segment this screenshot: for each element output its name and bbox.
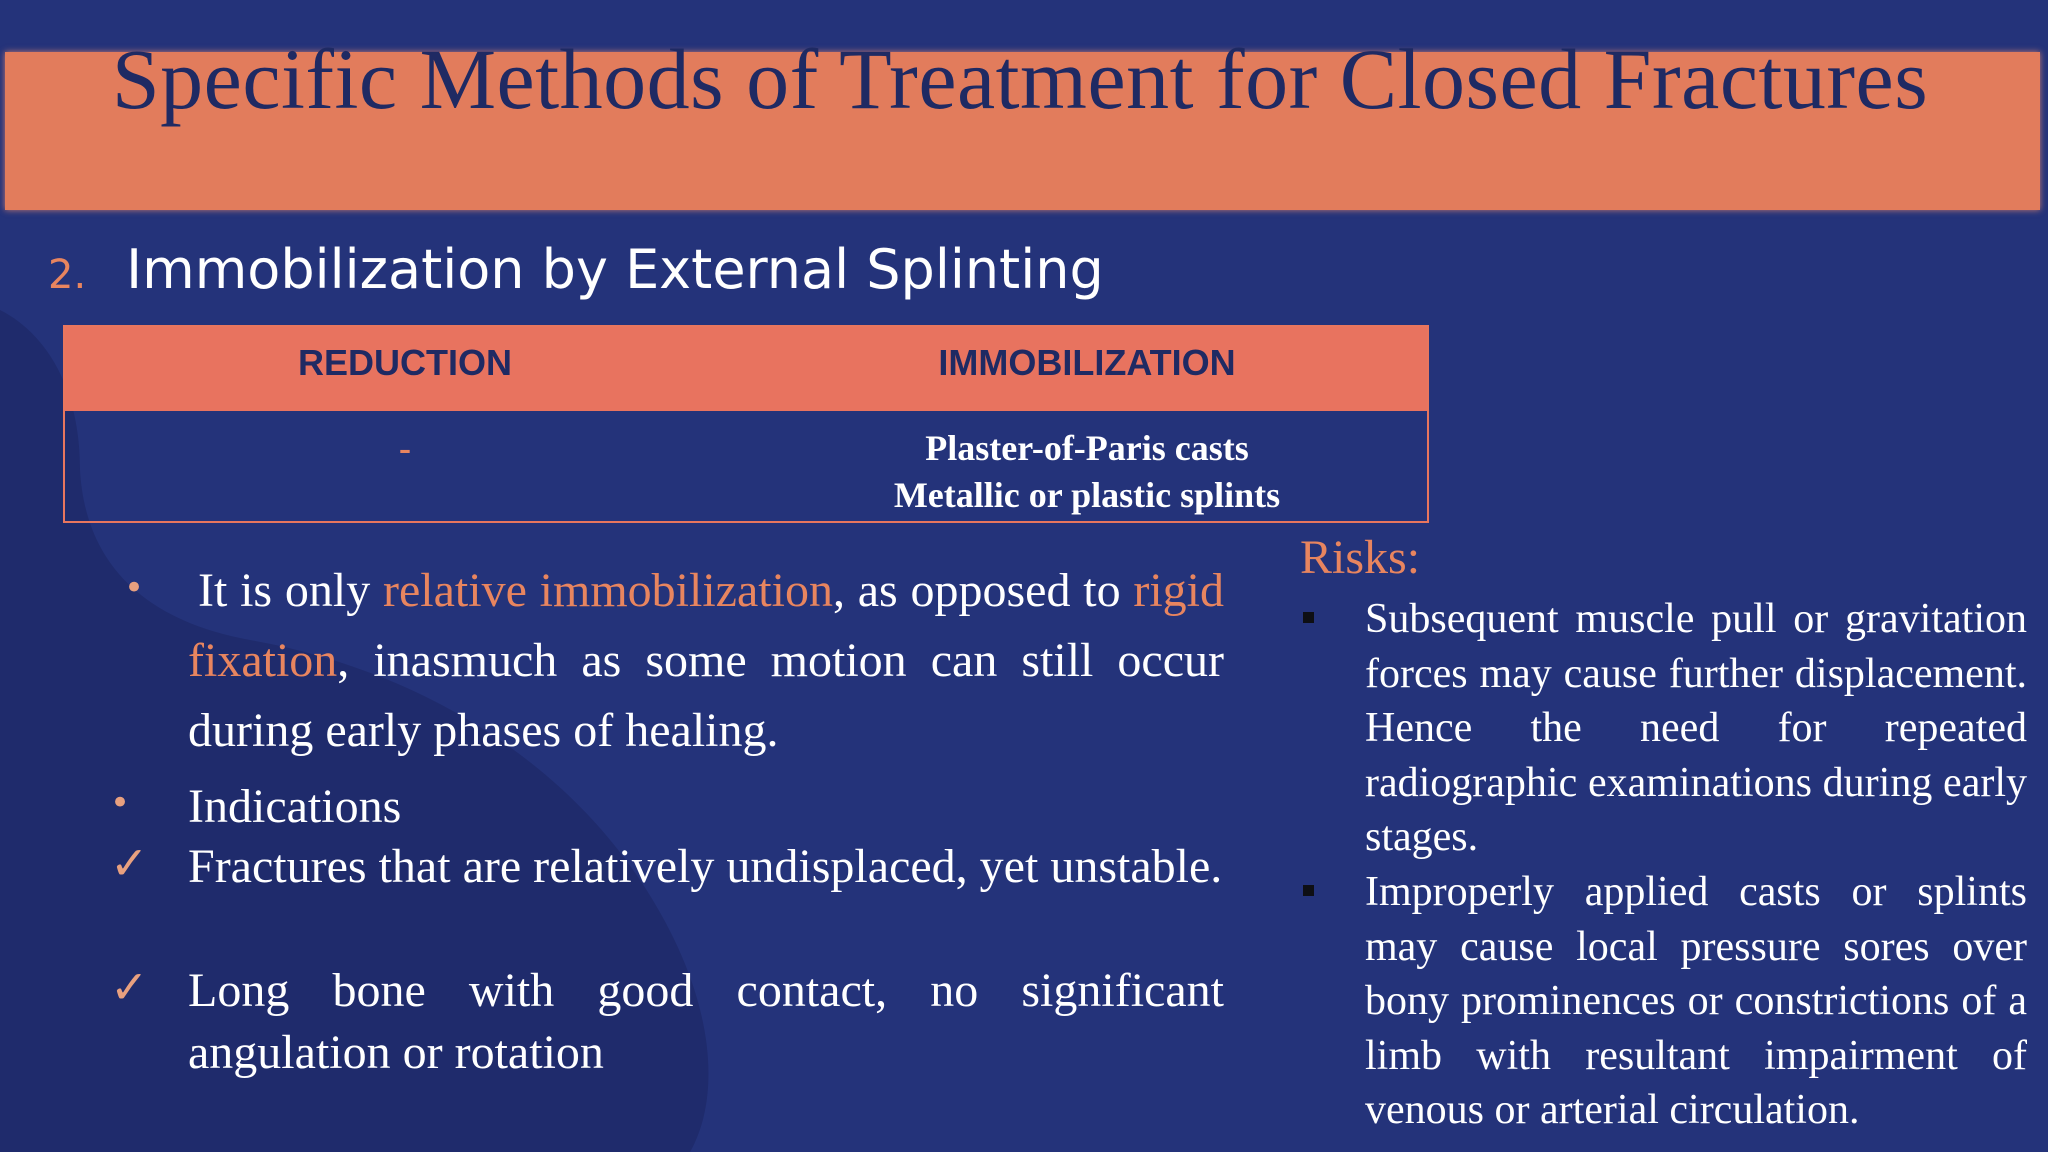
bullet-dot: •: [110, 783, 131, 823]
cell-immobilization-1: Plaster-of-Paris casts: [925, 428, 1249, 468]
treatment-table: [63, 325, 1429, 523]
highlight-relative-immobilization: relative immobilization: [382, 564, 833, 617]
section-title: Immobilization by External Splinting: [126, 238, 1104, 301]
square-bullet-icon: [1303, 885, 1314, 896]
square-bullet-icon: [1303, 612, 1314, 623]
highlight-rigid-fixation: rigid fixation: [188, 564, 1225, 687]
indication-item-2: Long bone with good contact, no significant angulation or rotation: [188, 964, 1224, 1079]
indications-label: Indications: [188, 780, 402, 833]
table-header: [65, 327, 1427, 411]
header-reduction: REDUCTION: [298, 342, 512, 383]
check-icon: ✓: [110, 836, 149, 890]
check-icon: ✓: [110, 960, 149, 1014]
indication-item-1: Fractures that are relatively undisplaced, yet unstable.: [188, 840, 1223, 893]
bullet-relative-immobilization: It is only relative immobilization, as opposed to rigid fixation, inasmuch as some motion can still occur during early phases of healing.: [188, 564, 1225, 757]
slide-title: Specific Methods of Treatment for Closed Fractures: [111, 31, 1929, 127]
risk-item-1: Subsequent muscle pull or gravitation forces may cause further displacement. Hence the need for repeated radiographic examinations during early stages.: [1365, 596, 2027, 860]
section-number: 2.: [48, 252, 87, 298]
cell-immobilization-2: Metallic or plastic splints: [893, 475, 1281, 515]
header-immobilization: IMMOBILIZATION: [938, 342, 1236, 383]
cell-reduction: -: [399, 428, 411, 468]
section-heading: [48, 238, 1104, 301]
bullet-dot: •: [124, 568, 145, 608]
risks-heading: Risks:: [1300, 531, 1421, 584]
risk-item-2: Improperly applied casts or splints may cause local pressure sores over bony prominences or constrictions of a limb with resultant impairment of venous or arterial circulation.: [1365, 869, 2027, 1133]
